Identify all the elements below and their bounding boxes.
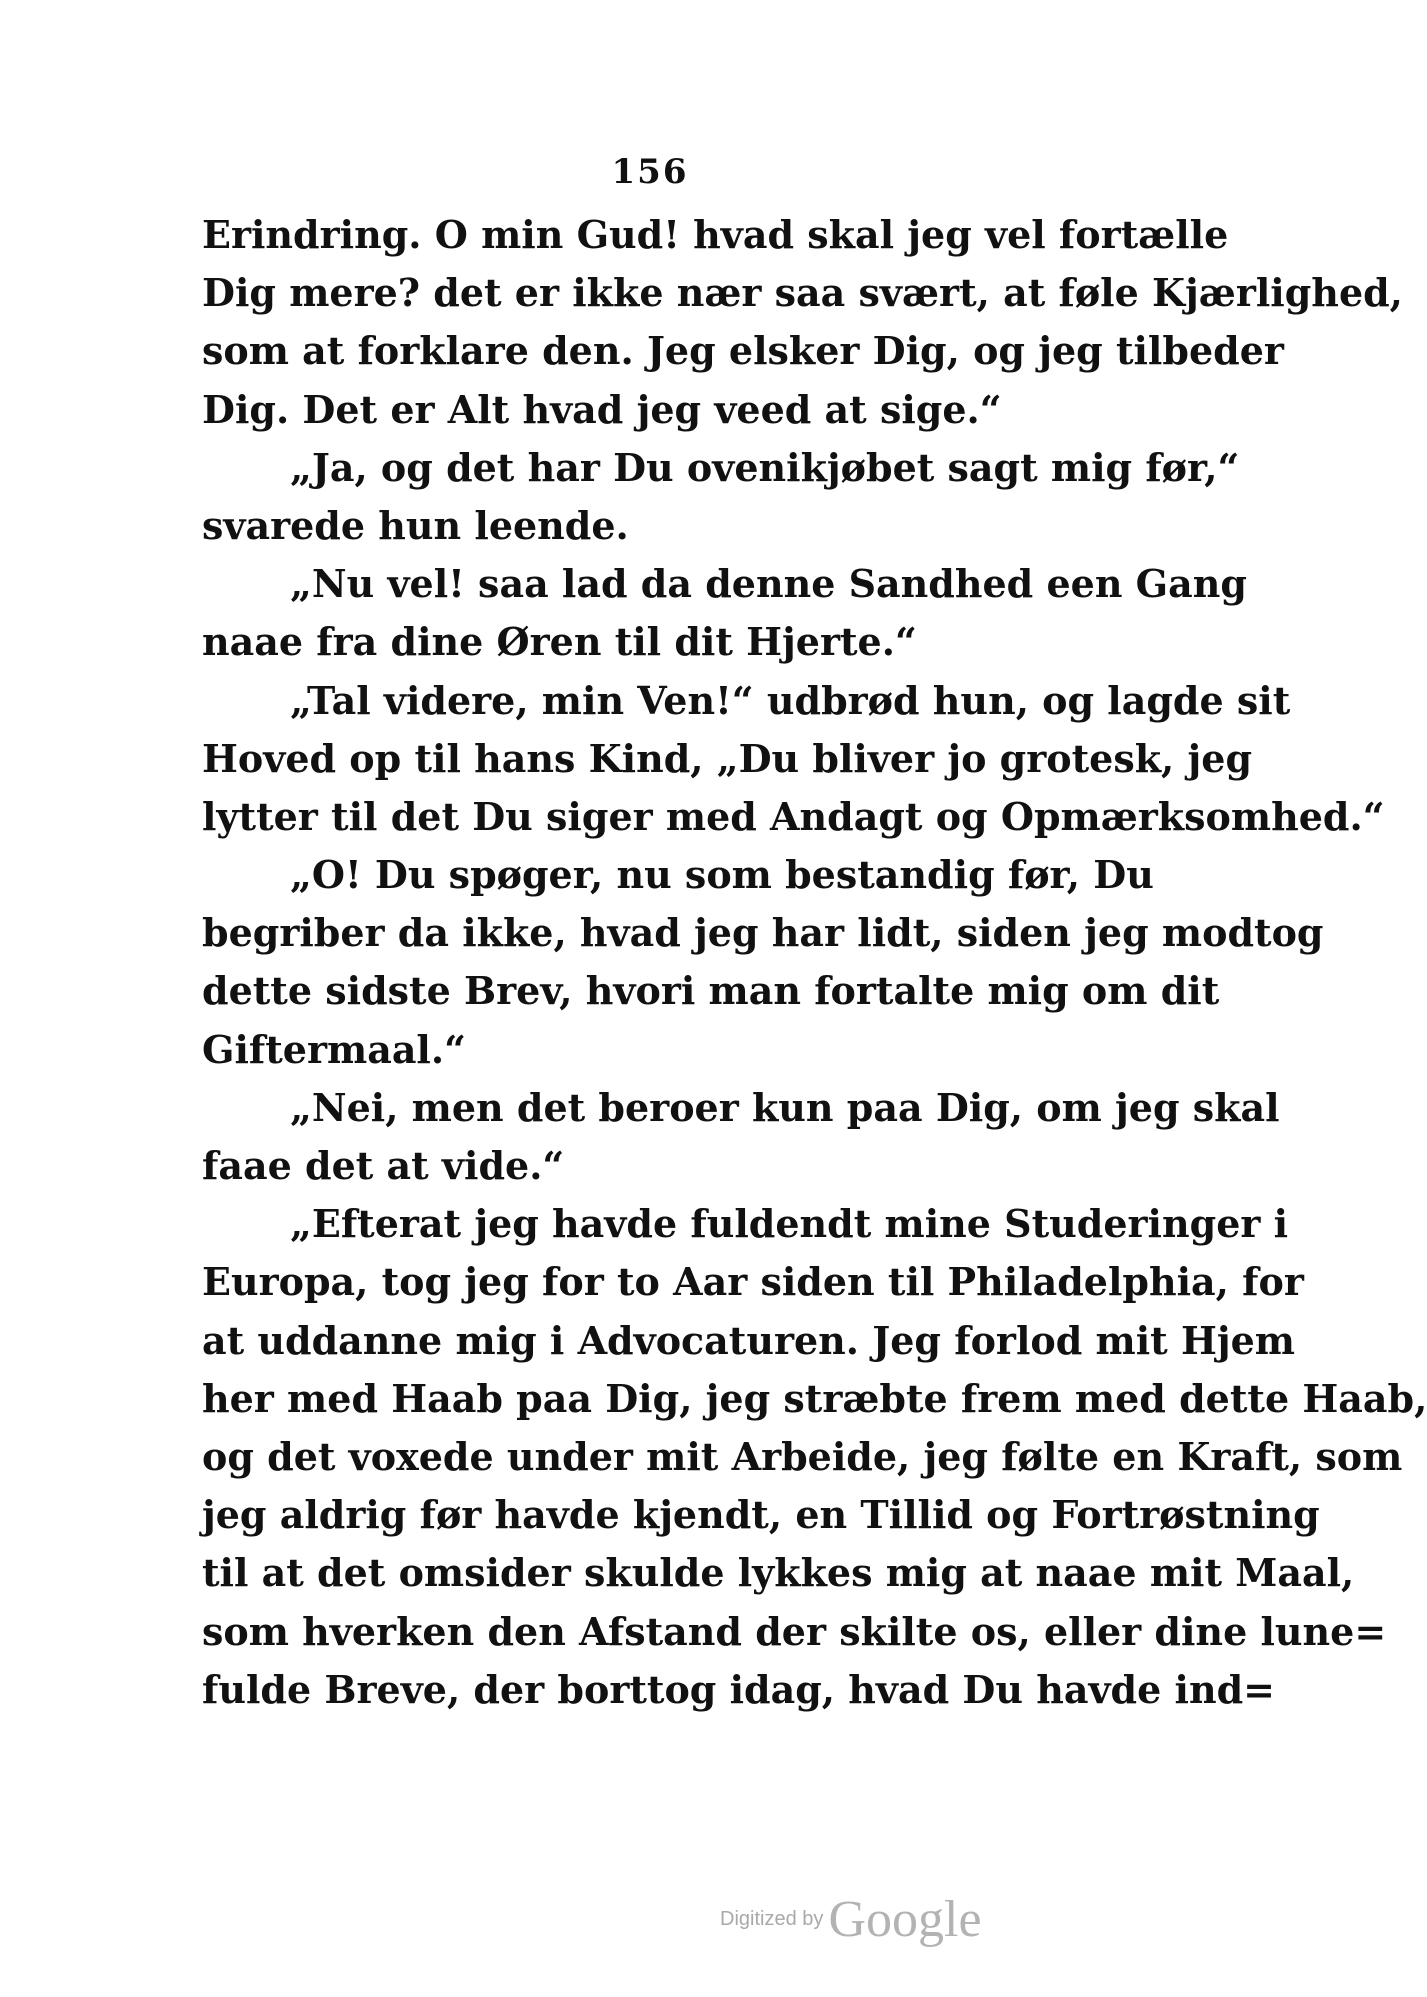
text-line: Hoved op til hans Kind, „Du bliver jo grotesk, jeg (202, 735, 1253, 781)
text-line: til at det omsider skulde lykkes mig at naae mit Maal, (202, 1550, 1355, 1596)
text-line: Giftermaal.“ (202, 1026, 466, 1072)
text-line: dette sidste Brev, hvori man fortalte mig om dit (202, 968, 1220, 1014)
text-line: faae det at vide.“ (202, 1143, 565, 1188)
google-logo: Google (828, 1891, 982, 1948)
text-line: naae fra dine Øren til dit Hjerte.“ (202, 619, 917, 665)
digitized-by-watermark (720, 1890, 982, 1949)
text-line: jeg aldrig før havde kjendt, en Tillid og Fortrøstning (202, 1492, 1320, 1538)
text-line: svarede hun leende. (202, 502, 629, 548)
text-line: her med Haab paa Dig, jeg stræbte frem med dette Haab, (202, 1375, 1427, 1421)
watermark-prefix: Digitized by (720, 1908, 824, 1930)
text-line: lytter til det Du siger med Andagt og Opmærksomhed.“ (202, 793, 1385, 839)
text-line: „Efterat jeg havde fuldendt mine Studeringer i (290, 1201, 1289, 1247)
page-number: 156 (611, 152, 689, 192)
text-line: „O! Du spøger, nu som bestandig før, Du (290, 852, 1154, 898)
body-text (202, 206, 1427, 1719)
text-line: Dig. Det er Alt hvad jeg veed at sige.“ (202, 386, 1002, 432)
text-line: Erindring. O min Gud! hvad skal jeg vel fortælle (202, 212, 1229, 257)
text-line: „Nu vel! saa lad da denne Sandhed een Gang (290, 561, 1247, 607)
text-line: „Ja, og det har Du ovenikjøbet sagt mig før,“ (290, 444, 1240, 490)
text-line: Europa, tog jeg for to Aar siden til Philadelphia, for (202, 1259, 1304, 1305)
text-line: at uddanne mig i Advocaturen. Jeg forlod mit Hjem (202, 1317, 1295, 1363)
text-line: begriber da ikke, hvad jeg har lidt, siden jeg modtog (202, 910, 1324, 956)
text-line: „Tal videre, min Ven!“ udbrød hun, og lagde sit (290, 677, 1291, 723)
text-line: og det voxede under mit Arbeide, jeg følte en Kraft, som (202, 1433, 1403, 1479)
text-line: som at forklare den. Jeg elsker Dig, og jeg tilbeder (202, 328, 1284, 374)
text-line: „Nei, men det beroer kun paa Dig, om jeg skal (290, 1084, 1280, 1130)
text-line: som hverken den Afstand der skilte os, eller dine lune= (202, 1608, 1387, 1654)
text-line: fulde Breve, der borttog idag, hvad Du havde ind= (202, 1666, 1275, 1712)
text-line: Dig mere? det er ikke nær saa svært, at føle Kjærlighed, (202, 270, 1403, 316)
